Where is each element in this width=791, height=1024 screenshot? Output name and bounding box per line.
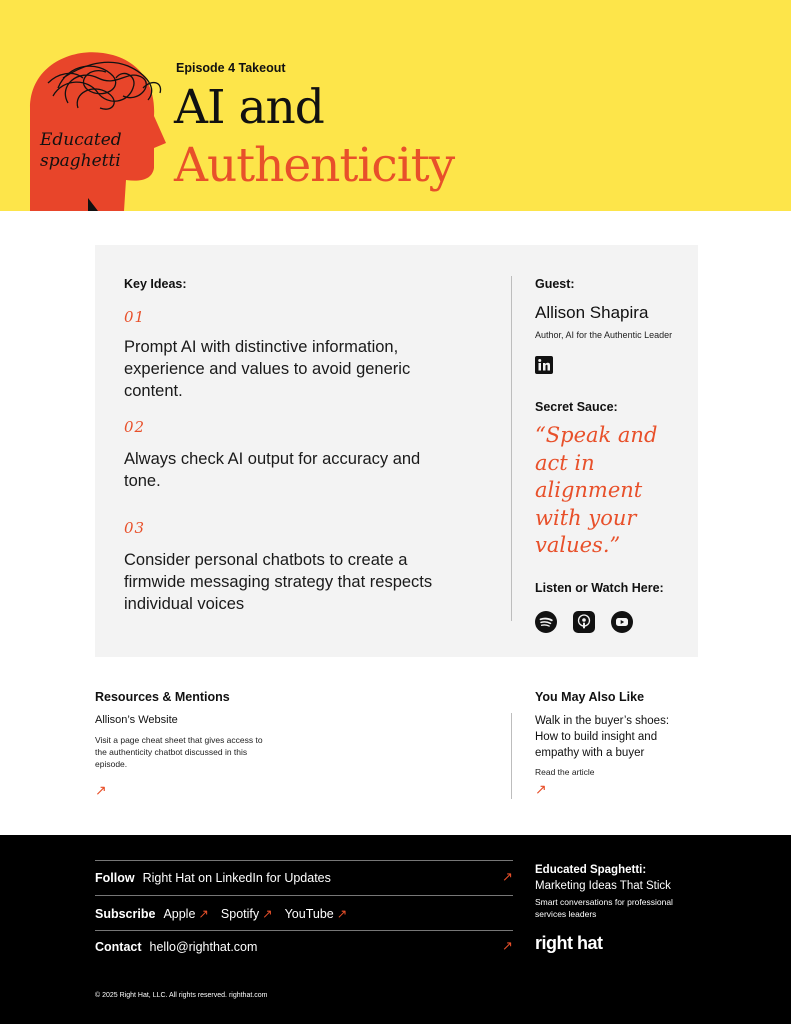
apple-arrow-icon[interactable]: ↗ [198,907,209,921]
resource-description: Visit a page cheat sheet that gives access to the authenticity chatbot discussed in this episode. [95,735,263,769]
also-like-article-title[interactable]: Walk in the buyer’s shoes: How to build insight and empathy with a buyer [535,715,670,759]
follow-label: Follow [95,871,135,885]
logo-text-spaghetti: spaghetti [40,151,121,171]
listen-heading: Listen or Watch Here: [535,581,664,595]
key-ideas-heading: Key Ideas: [124,277,187,291]
guest-name: Allison Shapira [535,303,649,322]
educated-spaghetti-logo [28,48,168,211]
follow-row [95,871,331,885]
idea-number-2: 02 [124,418,146,436]
contact-arrow-icon[interactable]: ↗ [502,938,513,953]
brand-title [535,862,671,894]
episode-label: Episode 4 Takeout [176,61,286,75]
guest-heading: Guest: [535,277,575,291]
idea-text-3: Consider personal chatbots to create a firmwide messaging strategy that respects individual voices [124,551,433,613]
page-title-line1: AI and [174,80,324,135]
apple-podcasts-icon[interactable] [573,611,595,633]
right-hat-logo[interactable]: right hat [535,933,603,953]
brand-title-line2: Marketing Ideas That Stick [535,880,671,892]
panel-divider [511,276,512,621]
youtube-arrow-icon[interactable]: ↗ [336,907,348,921]
contact-label: Contact [95,940,142,954]
subscribe-label: Subscribe [95,907,156,921]
youtube-icon[interactable] [611,611,633,633]
subscribe-row [95,906,359,921]
spotify-icon[interactable] [535,611,557,633]
page-title-line2: Authenticity [174,138,455,193]
brand-tagline: Smart conversations for professional services leaders [535,897,673,919]
idea-text-1: Prompt AI with distinctive information, experience and values to avoid generic content. [124,338,411,400]
header-banner [0,0,791,211]
footer-divider-1 [95,860,513,861]
brand-title-line1: Educated Spaghetti: [535,864,647,876]
idea-number-1: 01 [124,308,146,326]
resources-divider [511,713,512,799]
follow-link[interactable]: Right Hat on LinkedIn for Updates [142,871,331,885]
subscribe-apple-link[interactable]: Apple [163,907,196,921]
contact-email-link[interactable]: hello@righthat.com [149,940,258,954]
article-arrow-icon[interactable]: ↗ [535,781,547,797]
secret-sauce-quote: “Speak and act in alignment with your values.” [535,423,658,557]
footer-divider-3 [95,930,513,931]
subscribe-spotify-link[interactable]: Spotify [220,907,260,921]
follow-arrow-icon[interactable]: ↗ [502,869,513,884]
resource-link-website[interactable]: Allison’s Website [95,714,178,726]
resources-heading: Resources & Mentions [95,690,230,704]
copyright: © 2025 Right Hat, LLC. All rights reserved. righthat.com [95,992,268,999]
idea-number-3: 03 [124,519,146,537]
resource-arrow-icon[interactable]: ↗ [95,782,107,798]
guest-role: Author, AI for the Authentic Leader [535,330,673,340]
secret-sauce-heading: Secret Sauce: [535,400,618,414]
linkedin-icon[interactable] [535,356,553,374]
footer-divider-2 [95,895,513,896]
also-like-heading: You May Also Like [535,690,645,704]
idea-text-2: Always check AI output for accuracy and tone. [124,450,421,490]
contact-row [95,940,257,954]
spotify-arrow-icon[interactable]: ↗ [262,907,273,921]
subscribe-youtube-link[interactable]: YouTube [284,907,334,921]
read-article-link[interactable]: Read the article [535,767,595,777]
logo-text-educated: Educated [40,130,122,150]
